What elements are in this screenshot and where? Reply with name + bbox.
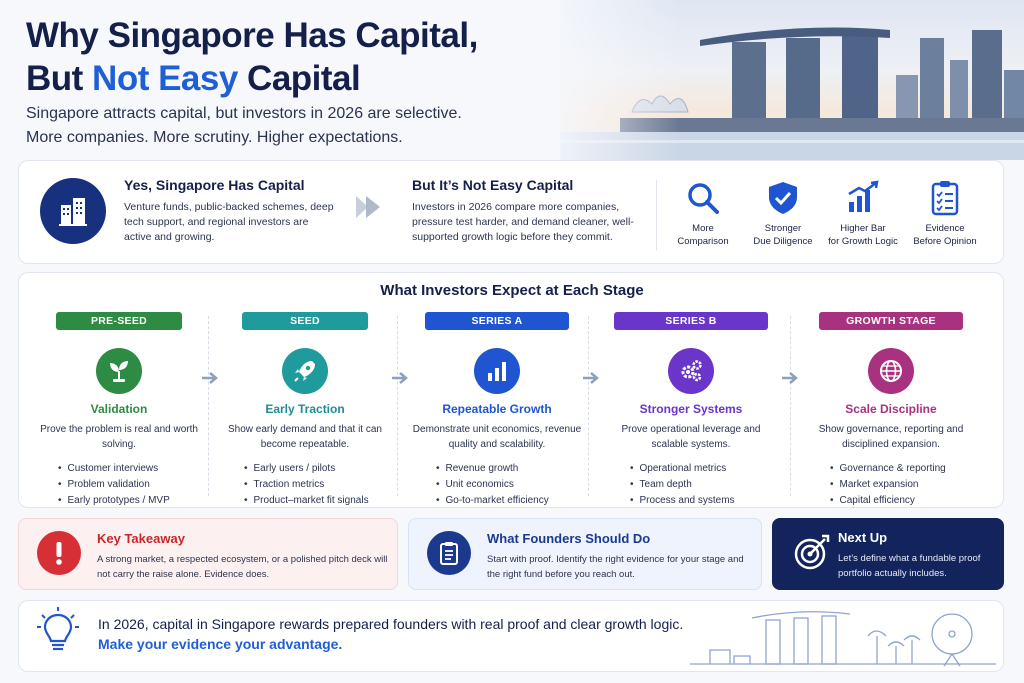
founders-text: Start with proof. Identify the right evidence for your stage and the right fund before you reach out. — [487, 554, 744, 580]
title-prefix: But — [26, 59, 93, 98]
has-capital-title: Yes, Singapore Has Capital — [124, 177, 305, 193]
stage-description: Prove operational leverage and scalable systems. — [621, 424, 761, 450]
pillar-growth-logic — [819, 180, 907, 248]
pillar-label-1: Stronger — [764, 223, 802, 234]
pillar-more-comparison — [659, 180, 747, 248]
stage-series-a — [412, 312, 582, 509]
checklist-icon — [927, 180, 963, 216]
stage-series-b — [606, 312, 776, 509]
divider — [656, 180, 657, 250]
sprout-icon — [96, 348, 142, 394]
bar-chart-up-icon — [845, 180, 881, 216]
closing-statement: In 2026, capital in Singapore rewards prepared founders with real proof and clear growth logic. — [98, 616, 684, 632]
target-icon — [790, 530, 834, 574]
list-item: • Go-to-market efficiency — [436, 493, 582, 509]
stage-description: Show governance, reporting and disciplined expansion. — [818, 424, 964, 450]
title-suffix: Capital — [237, 59, 361, 98]
stage-title: Repeatable Growth — [442, 402, 552, 416]
stage-bullets — [34, 461, 204, 509]
list-item: • Customer interviews — [58, 461, 204, 477]
not-easy-title: But It’s Not Easy Capital — [412, 177, 574, 193]
list-item: • Market expansion — [830, 477, 976, 493]
list-item: • Traction metrics — [244, 477, 390, 493]
pillar-evidence — [901, 180, 989, 248]
list-item: • Early users / pilots — [244, 461, 390, 477]
pillar-label-1: Evidence — [925, 223, 965, 234]
stage-bullets — [806, 461, 976, 509]
closing-call-to-action: Make your evidence your advantage. — [98, 636, 343, 652]
stage-description: Demonstrate unit economics, revenue quality and scalability. — [412, 424, 582, 450]
rocket-icon — [282, 348, 328, 394]
title-highlight: Not Easy — [92, 59, 238, 98]
pillar-label-2: Before Opinion — [913, 236, 977, 247]
lightbulb-icon — [36, 605, 80, 655]
stage-pill: GROWTH STAGE — [819, 312, 963, 330]
shield-check-icon — [765, 180, 801, 216]
list-item: • Unit economics — [436, 477, 582, 493]
city-buildings-icon — [40, 178, 106, 244]
pillar-label-2: for Growth Logic — [828, 236, 898, 247]
stage-bullets — [220, 461, 390, 509]
stage-bullets — [412, 461, 582, 509]
stage-pill: PRE-SEED — [56, 312, 182, 330]
key-takeaway-text: A strong market, a respected ecosystem, or a polished pitch deck will not carry the raise alone. Evidence does. — [97, 554, 388, 580]
pillar-label-2: Comparison — [677, 236, 729, 247]
pillar-label-2: Due Diligence — [753, 236, 813, 247]
pillar-due-diligence — [739, 180, 827, 248]
clipboard-icon — [427, 531, 471, 575]
list-item: • Operational metrics — [630, 461, 776, 477]
stage-growth — [806, 312, 976, 509]
stage-title: Scale Discipline — [845, 402, 937, 416]
arrow-right-icon — [581, 370, 601, 386]
stage-divider — [588, 316, 589, 496]
key-takeaway-box — [18, 518, 398, 590]
founders-box — [408, 518, 762, 590]
stage-title: Validation — [90, 402, 148, 416]
stage-divider — [397, 316, 398, 496]
stage-divider — [790, 316, 791, 496]
pillar-label-1: More — [692, 223, 714, 234]
stage-pill: SERIES A — [425, 312, 569, 330]
magnifier-icon — [685, 180, 721, 216]
stage-seed — [220, 312, 390, 509]
title-line-1: Why Singapore Has Capital, — [26, 16, 478, 55]
stage-pill: SEED — [242, 312, 368, 330]
not-easy-text: Investors in 2026 compare more companies, pressure test harder, and demand cleaner, well-supported growth logic before they commit. — [412, 201, 634, 243]
stage-description: Show early demand and that it can become repeatable. — [228, 424, 382, 450]
arrow-right-icon — [200, 370, 220, 386]
subtitle-line-2: More companies. More scrutiny. Higher expectations. — [26, 129, 403, 146]
chevron-right-icon — [352, 192, 384, 222]
next-up-box[interactable] — [772, 518, 1004, 590]
list-item: • Process and systems — [630, 493, 776, 509]
next-up-title: Next Up — [838, 530, 888, 545]
stage-description: Prove the problem is real and worth solving. — [40, 424, 198, 450]
gears-icon — [668, 348, 714, 394]
list-item: • Team depth — [630, 477, 776, 493]
list-item: • Capital efficiency — [830, 493, 976, 509]
arrow-right-icon — [780, 370, 800, 386]
list-item: • Problem validation — [58, 477, 204, 493]
stage-pre-seed — [34, 312, 204, 509]
subtitle-line-1: Singapore attracts capital, but investors in 2026 are selective. — [26, 105, 462, 122]
skyline-fade — [540, 0, 680, 160]
page-subtitle — [26, 102, 546, 150]
pillar-label-1: Higher Bar — [840, 223, 886, 234]
has-capital-text: Venture funds, public-backed schemes, deep tech support, and regional investors are active and growing. — [124, 201, 334, 243]
stage-title: Stronger Systems — [639, 402, 743, 416]
stage-divider — [208, 316, 209, 496]
list-item: • Product–market fit signals — [244, 493, 390, 509]
arrow-right-icon — [390, 370, 410, 386]
stage-bullets — [606, 461, 776, 509]
list-item: • Revenue growth — [436, 461, 582, 477]
key-takeaway-title: Key Takeaway — [97, 531, 185, 546]
stage-title: Early Traction — [265, 402, 345, 416]
stages-title: What Investors Expect at Each Stage — [380, 282, 644, 299]
skyline-line-art — [690, 606, 996, 670]
list-item: • Governance & reporting — [830, 461, 976, 477]
bar-chart-icon — [474, 348, 520, 394]
exclamation-icon — [37, 531, 81, 575]
stage-pill: SERIES B — [614, 312, 768, 330]
page-title — [26, 14, 478, 100]
globe-icon — [868, 348, 914, 394]
founders-title: What Founders Should Do — [487, 531, 651, 546]
list-item: • Early prototypes / MVP — [58, 493, 204, 509]
title-line-2 — [26, 57, 478, 100]
next-up-text: Let’s define what a fundable proof portfolio actually includes. — [838, 553, 981, 579]
